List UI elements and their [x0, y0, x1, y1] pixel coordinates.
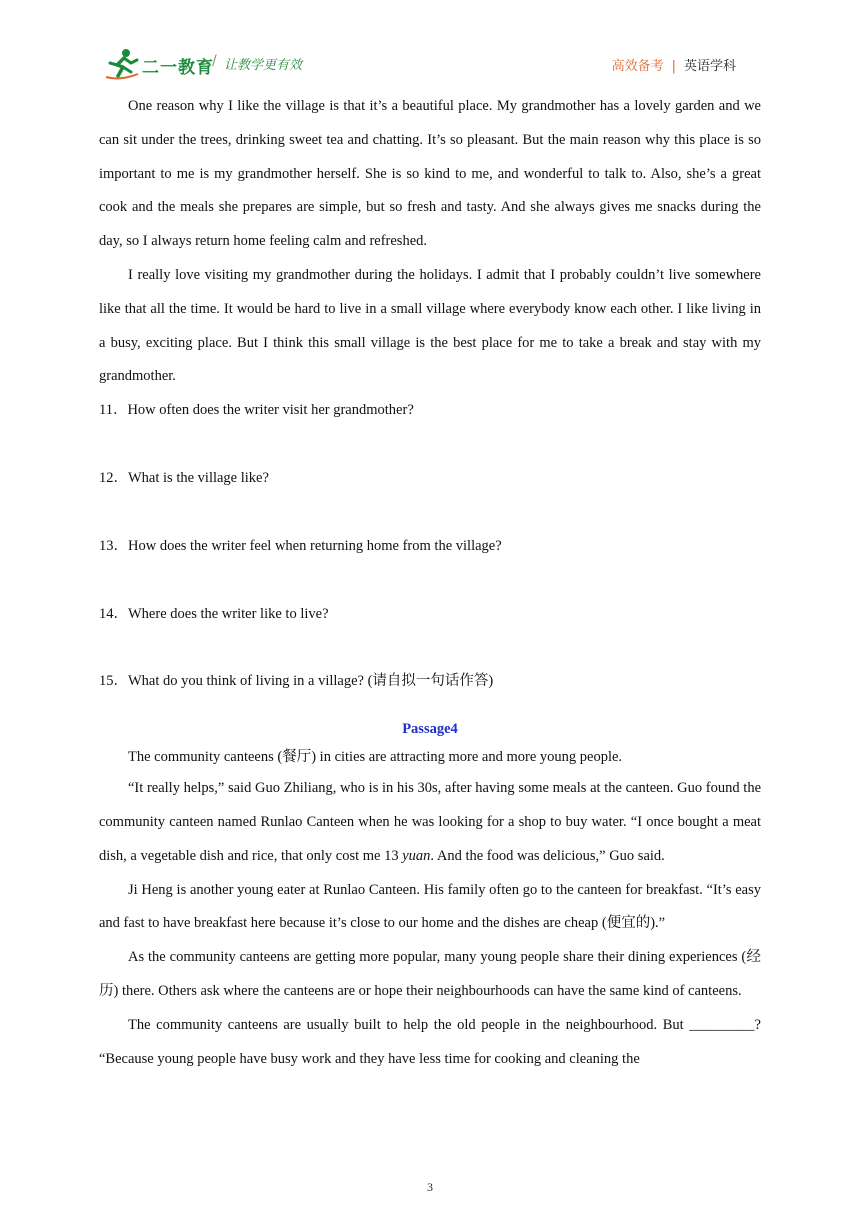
page-number: 3	[427, 1180, 433, 1194]
question-13: 13．How does the writer feel when returning home from the village?	[99, 537, 502, 554]
runner-icon	[104, 48, 140, 80]
passage4-paragraph-4: As the community canteens are getting more popular, many young people share their dining experiences (经 历) there. Others ask where the canteens are or hope their neighbourhoods can have the same kind of canteens.	[99, 949, 761, 999]
header-slogan: 让教学更有效	[224, 58, 303, 73]
question-12: 12．What is the village like?	[99, 469, 269, 486]
passage4-paragraph-2	[99, 772, 761, 873]
page-content	[99, 90, 761, 1076]
question-14: 14．Where does the writer like to live?	[99, 605, 329, 622]
passage4-p2-emphasis: yuan	[402, 847, 431, 864]
header-subject-label: 英语学科	[683, 59, 736, 74]
answer-space	[99, 564, 761, 598]
paragraph-village-reason: One reason why I like the village is that it’s a beautiful place. My grandmother has a lovely garden and we can sit under the trees, drinking sweet tea and chatting. It’s so pleasant. But the main reason why this place is so important to me is my grandmother herself. She is so kind to me, and wonderful to talk to. Also, she’s a great cook and the meals she prepares are simple, but so fresh and tasty. And she always gives me snacks during the day, so I always return home feeling calm and refreshed.	[99, 98, 761, 250]
logo-text: 二一教育	[142, 58, 214, 78]
passage4-paragraph-3: Ji Heng is another young eater at Runlao Canteen. His family often go to the canteen for breakfast. “It’s easy and fast to have breakfast here because it’s close to our home and the dishes are cheap (便宜的).”	[99, 881, 761, 932]
answer-space	[99, 428, 761, 462]
passage4-p2-text-a: “It really helps,” said Guo Zhiliang, who is in his 30s, after having some meals at the canteen. Guo found the community canteen named Runlao Canteen when he was looking for a shop to buy water. “I once bought a meat dish, a vegetable dish and rice, that only cost me 13	[99, 780, 761, 864]
header-slash: /	[212, 53, 217, 69]
question-15: 15．What do you think of living in a village? (请自拟一句话作答)	[99, 673, 494, 690]
passage-title: Passage4	[402, 721, 458, 738]
answer-space	[99, 631, 761, 665]
passage4-paragraph-5: The community canteens are usually built to help the old people in the neighbourhood. But _________? “Because young people have busy work and they have less time for cooking and cleaning the	[99, 1016, 761, 1067]
brand-logo	[104, 46, 344, 82]
header-separator: |	[671, 59, 676, 74]
answer-space	[99, 496, 761, 530]
header-subject	[612, 55, 736, 74]
question-11: 11．How often does the writer visit her grandmother?	[99, 402, 414, 419]
passage4-p2-text-b: . And the food was delicious,” Guo said.	[430, 847, 665, 864]
header-exam-label: 高效备考	[611, 59, 664, 74]
passage4-paragraph-1: The community canteens (餐厅) in cities are attracting more and more young people.	[128, 749, 623, 766]
page-header	[0, 0, 860, 90]
paragraph-village-love: I really love visiting my grandmother during the holidays. I admit that I probably couldn’t live somewhere like that all the time. It would be hard to live in a small village where everybody know each other. I like living in a busy, exciting place. But I think this small village is the best place for me to take a break and stay with my grandmother.	[99, 266, 761, 385]
